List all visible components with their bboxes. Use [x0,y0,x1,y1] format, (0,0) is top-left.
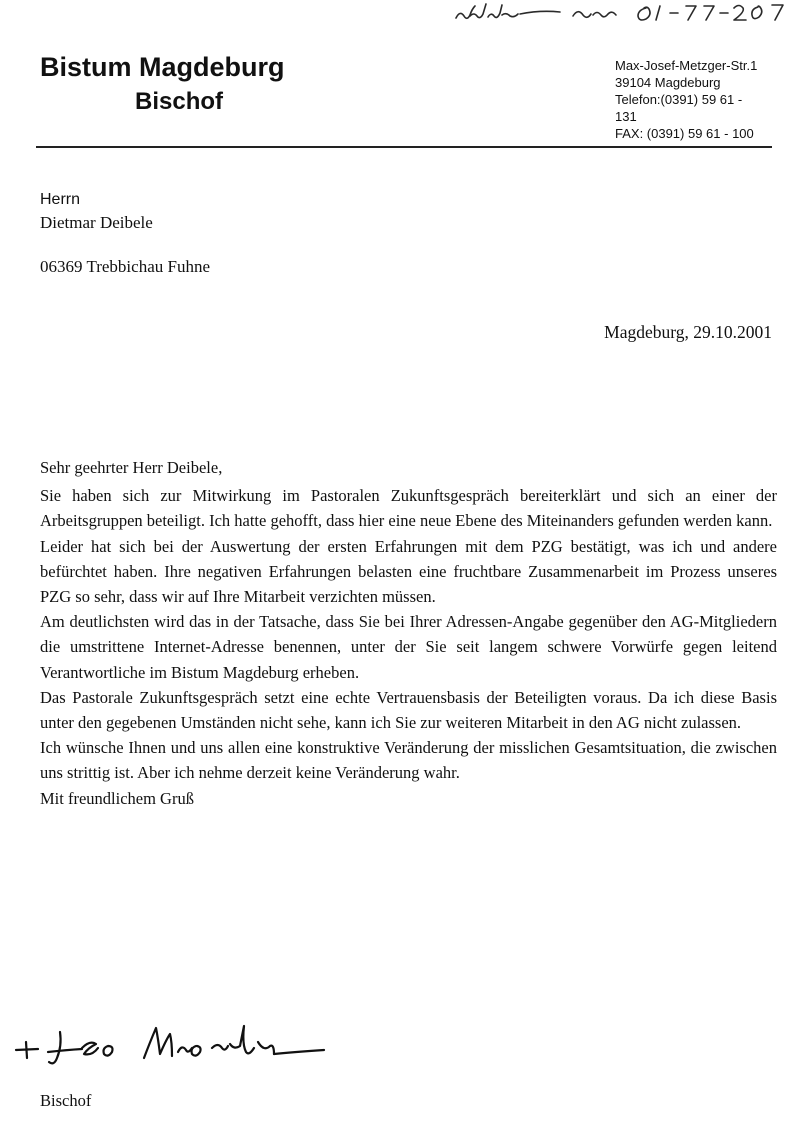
address-line: 131 [615,109,637,124]
handwritten-note-scribble [448,0,788,28]
address-line: Telefon:(0391) 59 61 - [615,92,743,107]
sender-address [615,57,785,142]
letter-body [40,455,777,811]
letter-closing: Mit freundlichem Gruß [40,788,194,808]
letter-greeting: Sehr geehrter Herr Deibele, [40,458,223,477]
address-line: 39104 Magdeburg [615,75,721,90]
organization-subtitle: Bischof [135,88,224,115]
body-paragraph: Ich wünsche Ihnen und uns allen eine konstruktive Veränderung der misslichen Gesamtsituation, die zwischen uns strittig ist. Aber ich nehme derzeit keine Veränderung wahr. [40,738,777,783]
recipient-salutation: Herrn [40,191,81,208]
letterhead-divider [36,146,772,148]
signatory-role: Bischof [40,1091,92,1110]
organization-name: Bistum Magdeburg [40,52,285,82]
recipient-block [40,189,210,279]
body-paragraph: Am deutlichsten wird das in der Tatsache, dass Sie bei Ihrer Adressen-Angabe gegenüber den AG-Mitgliedern die umstrittene Internet-Adresse benennen, unter der Sie seit langem schwere Vorwürfe gegen leitend Verantwortliche im Bistum Magdeburg erheben. [40,612,777,682]
body-paragraph: Das Pastorale Zukunftsgespräch setzt eine echte Vertrauensbasis der Beteiligten voraus. Da ich diese Basis unter den gegebenen Umständen nicht sehe, kann ich Sie zur weiteren Mitarbeit in den AG nicht zulassen. [40,687,777,733]
letter-date: Magdeburg, 29.10.2001 [604,322,772,342]
address-line: FAX: (0391) 59 61 - 100 [615,126,754,141]
body-paragraph: Leider hat sich bei der Auswertung der ersten Erfahrungen mit dem PZG bestätigt, was ich und andere befürchtet haben. Ihre negativen Erfahrungen belasten eine fruchtbare Zusammenarbeit im Prozess unseres PZG so sehr, dass wir auf Ihre Mitarbeit verzichten müssen. [40,536,777,607]
recipient-city: 06369 Trebbichau Fuhne [40,257,210,276]
signature-scribble [12,1018,332,1078]
handwritten-signature [12,1018,332,1078]
recipient-name: Dietmar Deibele [40,213,153,232]
address-line: Max-Josef-Metzger-Str.1 [615,58,758,73]
handwritten-receipt-note [448,0,788,28]
body-paragraph: Sie haben sich zur Mitwirkung im Pastoralen Zukunftsgespräch bereiterklärt und sich an einer der Arbeitsgruppen beteiligt. Ich hatte gehofft, dass hier eine neue Ebene des Miteinanders gefunden werden kann. [40,486,777,531]
